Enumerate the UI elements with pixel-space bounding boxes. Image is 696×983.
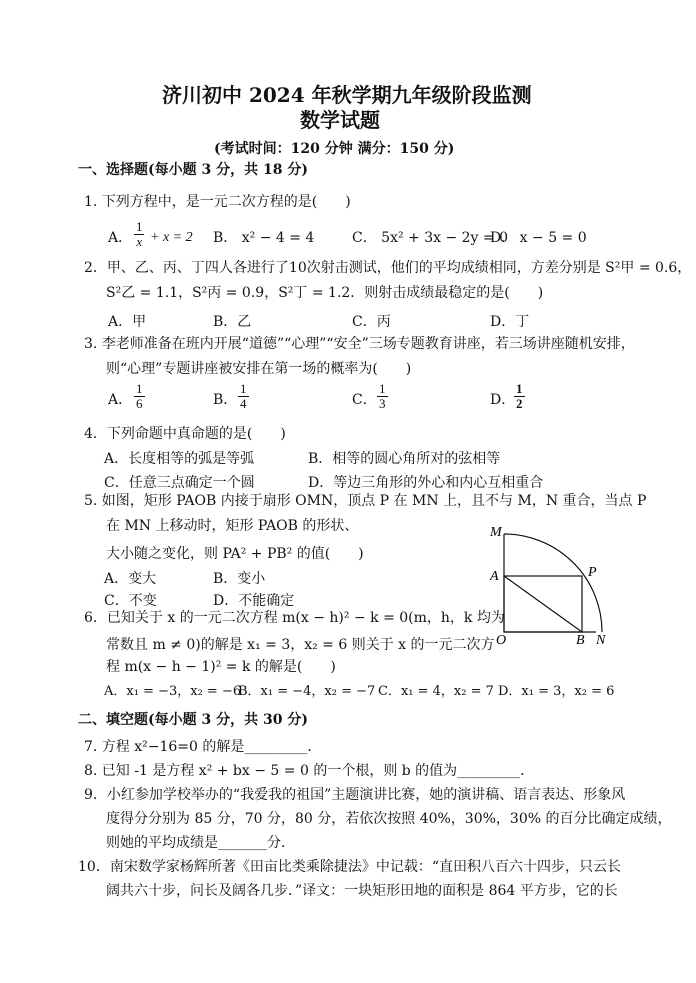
q3-d-denominator: 2 <box>516 396 523 411</box>
q6-line1: 6．已知关于 x 的一元二次方程 m(x − h)² − k = 0(m，h，k 均为 <box>84 610 505 626</box>
q2-option-a: A．甲 <box>108 314 147 330</box>
diagonal-ab <box>504 576 582 632</box>
q6-option-c: C．x₁ = 4，x₂ = 7 <box>378 684 494 699</box>
q3-line2: 则“心理”专题讲座被安排在第一场的概率为( ) <box>106 361 412 377</box>
q10-line1: 10．南宋数学家杨辉所著《田亩比类乘除捷法》中记载：“直田积八百六十四步，只云长 <box>78 859 621 875</box>
q3-option-d-fraction <box>514 382 525 411</box>
section-heading-fill: 二、填空题(每小题 3 分，共 30 分) <box>78 712 308 728</box>
q5-line1: 5. 如图，矩形 PAOB 内接于扇形 OMN，顶点 P 在 MN 上，且不与 M，N 重合，当点 P <box>84 493 647 509</box>
exam-subtitle: 数学试题 <box>300 108 380 132</box>
q5-line3: 大小随之变化，则 PA² + PB² 的值( ) <box>106 546 364 562</box>
q3-a-denominator: 6 <box>136 396 143 411</box>
q10-line2: 阔共六十步，问长及阔各几步．”译文：一块矩形田地的面积是 864 平方步，它的长 <box>106 883 618 899</box>
q3-option-b-label: B． <box>213 392 238 408</box>
label-p: P <box>588 565 597 580</box>
q8: 8. 已知 -1 是方程 x² + bx − 5 = 0 的一个根，则 b 的值为_________． <box>84 763 535 779</box>
q4-option-d: D．等边三角形的外心和内心互相重合 <box>308 475 544 491</box>
q6-option-a: A．x₁ = −3，x₂ = −6 <box>104 684 242 699</box>
q2-line2: S²乙 = 1.1，S²丙 = 0.9，S²丁 = 1.2．则射击成绩最稳定的是( ) <box>106 285 544 301</box>
q1-option-b: B． x² − 4 = 4 <box>213 230 315 246</box>
q6-option-b: B．x₁ = −4，x₂ = −7 <box>238 684 376 699</box>
q3-option-b-fraction <box>238 382 249 411</box>
q3-b-denominator: 4 <box>240 396 247 411</box>
q1-option-d: D． x − 5 = 0 <box>490 230 587 246</box>
q3-option-d-label: D． <box>490 392 516 408</box>
q9-line3: 则她的平均成绩是_______分． <box>106 835 295 851</box>
q2-option-c: C．丙 <box>352 314 391 330</box>
q3-d-numerator: 1 <box>516 381 523 396</box>
arc-mn <box>504 534 602 632</box>
q3-c-numerator: 1 <box>379 381 386 396</box>
q6-line2: 常数且 m ≠ 0)的解是 x₁ = 3，x₂ = 6 则关于 x 的一元二次方 <box>106 637 495 653</box>
q5-line2: 在 MN 上移动时，矩形 PAOB 的形状、 <box>106 518 359 534</box>
q6-option-d: D．x₁ = 3，x₂ = 6 <box>498 684 615 699</box>
q1-option-a-fraction <box>134 220 145 249</box>
q3-line1: 3. 李老师准备在班内开展“道德”“心理”“安全”三场专题教育讲座，若三场讲座随机安排， <box>84 336 635 352</box>
label-b: B <box>576 633 585 648</box>
q3-c-denominator: 3 <box>379 396 386 411</box>
label-m: M <box>490 525 502 540</box>
label-a: A <box>490 569 499 584</box>
q4-option-b: B．相等的圆心角所对的弦相等 <box>308 451 501 467</box>
q9-line1: 9．小红参加学校举办的“我爱我的祖国”主题演讲比赛，她的演讲稿、语言表达、形象风 <box>84 787 626 803</box>
q3-option-a-label: A． <box>108 392 133 408</box>
q5-option-a: A．变大 <box>104 571 157 587</box>
q5-option-c: C．不变 <box>104 593 157 609</box>
q2-line1: 2．甲、乙、丙、丁四人各进行了10次射击测试，他们的平均成绩相同，方差分别是 S²甲 = 0.6， <box>84 260 692 276</box>
q5-option-b: B．变小 <box>213 571 266 587</box>
q4-option-a: A．长度相等的弧是等弧 <box>104 451 255 467</box>
q3-option-a-fraction <box>134 382 145 411</box>
section-heading-choice: 一、选择题(每小题 3 分，共 18 分) <box>78 162 308 178</box>
q1-option-c: C． 5x² + 3x − 2y = 0 <box>352 230 508 246</box>
q9-line2: 度得分分别为 85 分，70 分，80 分，若依次按照 40%，30%，30% 的百分比确定成绩， <box>106 811 672 827</box>
sector-rectangle-figure <box>484 520 614 650</box>
q1-option-a-label: A． <box>108 230 133 246</box>
q1-stem: 1. 下列方程中，是一元二次方程的是( ) <box>84 194 351 210</box>
label-o: O <box>496 633 507 648</box>
label-n: N <box>596 633 606 648</box>
q1-option-a-rest: + x = 2 <box>150 230 193 245</box>
q4-option-c: C．任意三点确定一个圆 <box>104 475 255 491</box>
q6-line3: 程 m(x − h − 1)² = k 的解是( ) <box>106 659 336 675</box>
q3-option-c-label: C． <box>352 392 377 408</box>
q3-option-c-fraction <box>377 382 388 411</box>
q2-option-d: D．丁 <box>490 314 530 330</box>
q5-option-d: D．不能确定 <box>213 593 295 609</box>
q1-a-numerator: 1 <box>136 219 143 234</box>
exam-title: 济川初中 2024 年秋学期九年级阶段监测 <box>162 83 532 107</box>
q7: 7. 方程 x²−16=0 的解是_________． <box>84 739 322 755</box>
q4-stem: 4．下列命题中真命题的是( ) <box>84 426 286 442</box>
q3-a-numerator: 1 <box>136 381 143 396</box>
q3-b-numerator: 1 <box>240 381 247 396</box>
exam-info: (考试时间：120 分钟 满分：150 分) <box>214 141 455 157</box>
q1-a-denominator: x <box>136 234 143 249</box>
q2-option-b: B．乙 <box>213 314 252 330</box>
